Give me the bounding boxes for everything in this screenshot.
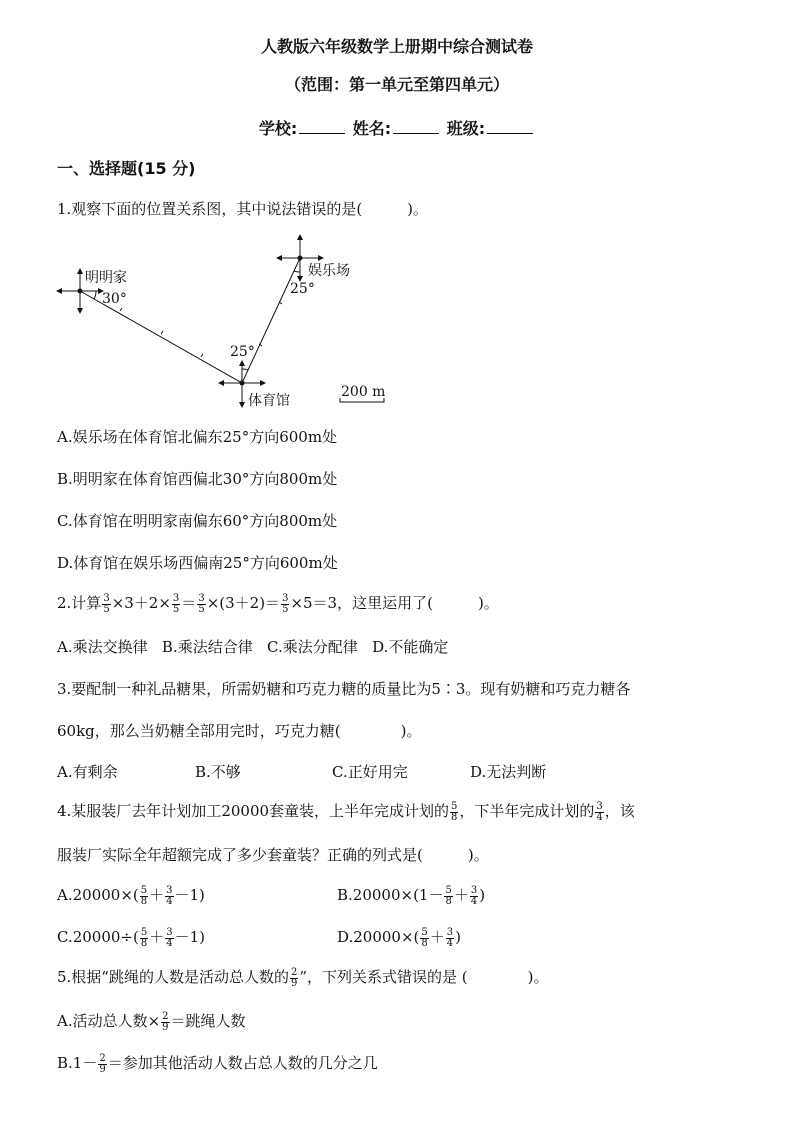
page-title: 人教版六年级数学上册期中综合测试卷 [260, 37, 533, 56]
q3-option-c[interactable]: C.正好用完 [332, 763, 408, 781]
q3-option-d[interactable]: D.无法判断 [470, 763, 547, 781]
name-blank[interactable] [393, 132, 439, 134]
line-gym-fun [242, 258, 300, 383]
q3-option-b[interactable]: B.不够 [195, 763, 241, 781]
class-blank[interactable] [487, 132, 533, 134]
fraction-3-4: $\frac{3}{4}$ [596, 800, 603, 823]
school-blank[interactable] [299, 132, 345, 134]
q5-option-b[interactable]: B.1－ $\frac{2}{9}$ ＝参加其他活动人数占总人数的几分之几 [57, 1052, 378, 1075]
section-heading: 一、选择题(15 分) [57, 159, 196, 178]
angle-home: 30° [102, 291, 127, 307]
label-gym: 体育馆 [248, 393, 290, 409]
q1-option-b[interactable]: B.明明家在体育馆西偏北30°方向800m处 [57, 470, 338, 488]
q5-stem: 5.根据“跳绳的人数是活动总人数的 $\frac{2}{9}$ ”，下列关系式错误的是 ( )。 [57, 966, 549, 989]
fraction-2-9: $\frac{2}{9}$ [290, 966, 298, 989]
q1-stem: 1.观察下面的位置关系图，其中说法错误的是( )。 [57, 200, 429, 218]
q2-stem: 2.计算 $\frac{3}{5}$ ×3＋2× $\frac{3}{5}$ ＝ $\frac{3}{5}$ ×(3＋2)＝ $\frac{3}{5}$ ×5＝3，这里运用了( )。 [57, 592, 499, 615]
position-diagram [50, 232, 410, 412]
q3-stem-line2: 60kg，那么当奶糖全部用完时，巧克力糖( )。 [57, 722, 422, 740]
exam-range: （范围：第一单元至第四单元） [284, 75, 509, 94]
name-label: 姓名: [352, 119, 392, 138]
q4-option-d[interactable]: D.20000×( $\frac{5}{8}$ ＋ $\frac{3}{4}$ ) [337, 926, 462, 949]
q1-option-d[interactable]: D.体育馆在娱乐场西偏南25°方向600m处 [57, 554, 338, 572]
school-label: 学校: [258, 119, 298, 138]
q2-option-c[interactable]: C.乘法分配律 [267, 638, 358, 656]
fraction-3-5: $\frac{3}{5}$ [172, 592, 180, 615]
q4-stem-line2: 服装厂实际全年超额完成了多少套童装？正确的列式是( )。 [57, 846, 489, 864]
label-home: 明明家 [85, 270, 127, 286]
q4-stem-line1: 4.某服装厂去年计划加工20000套童装，上半年完成计划的 $\frac{5}{8}$ ，下半年完成计划的 $\frac{3}{4}$ ，该 [57, 800, 635, 823]
q1-option-a[interactable]: A.娱乐场在体育馆北偏东25°方向600m处 [57, 428, 338, 446]
q1-option-c[interactable]: C.体育馆在明明家南偏东60°方向800m处 [57, 512, 338, 530]
class-label: 班级: [446, 119, 486, 138]
q3-option-a[interactable]: A.有剩余 [57, 763, 118, 781]
fraction-3-5: $\frac{3}{5}$ [103, 592, 110, 615]
label-fun: 娱乐场 [308, 263, 350, 279]
q3-stem-line1: 3.要配制一种礼品糖果，所需奶糖和巧克力糖的质量比为5∶3。现有奶糖和巧克力糖各 [57, 680, 631, 698]
q2-option-d[interactable]: D.不能确定 [372, 638, 449, 656]
angle-gym: 25° [230, 344, 255, 360]
q4-option-c[interactable]: C.20000÷( $\frac{5}{8}$ ＋ $\frac{3}{4}$ －1) [57, 926, 206, 949]
fraction-5-8: $\frac{5}{8}$ [451, 800, 458, 823]
q3-options [57, 761, 546, 782]
q4-option-a[interactable]: A.20000×( $\frac{5}{8}$ ＋ $\frac{3}{4}$ －1) [57, 884, 205, 907]
q2-options [57, 636, 448, 657]
fraction-3-5: $\frac{3}{5}$ [198, 592, 205, 615]
q5-option-a[interactable]: A.活动总人数× $\frac{2}{9}$ ＝跳绳人数 [57, 1010, 246, 1033]
q4-option-b[interactable]: B.20000×(1－ $\frac{5}{8}$ ＋ $\frac{3}{4}$ ) [337, 884, 486, 907]
fraction-3-5: $\frac{3}{5}$ [282, 592, 289, 615]
scale-label: 200 m [341, 384, 386, 400]
student-info-line [0, 116, 794, 139]
q2-option-a[interactable]: A.乘法交换律 [57, 638, 148, 656]
angle-fun: 25° [290, 281, 315, 297]
q2-option-b[interactable]: B.乘法结合律 [161, 638, 253, 656]
